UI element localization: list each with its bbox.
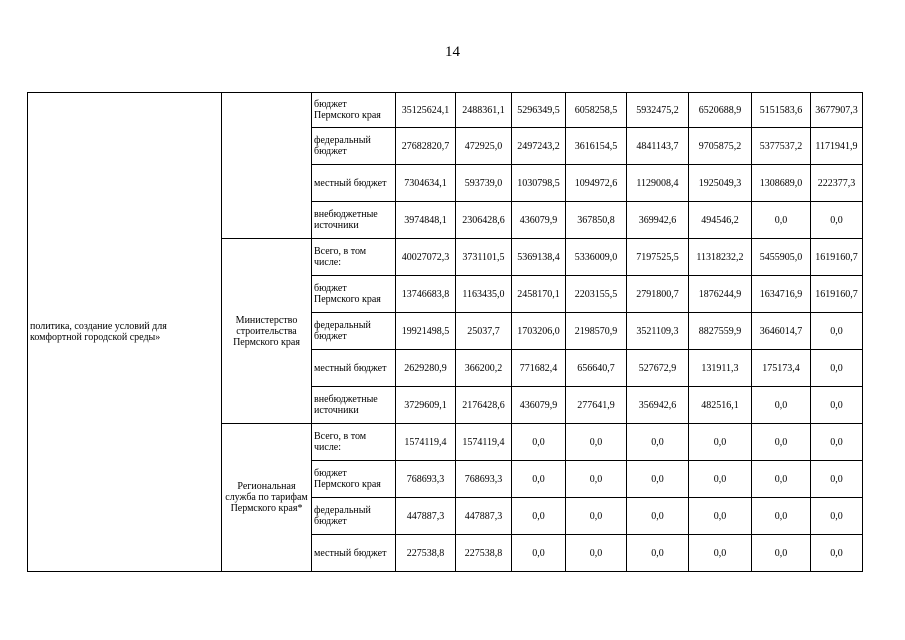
amount-cell: 0,0 xyxy=(811,498,863,535)
amount-cell: 1876244,9 xyxy=(689,276,752,313)
amount-cell: 227538,8 xyxy=(456,535,512,572)
amount-cell: 4841143,7 xyxy=(627,128,689,165)
amount-cell: 8827559,9 xyxy=(689,313,752,350)
amount-cell: 13746683,8 xyxy=(396,276,456,313)
executor-cell: Региональная служба по тарифам Пермского края* xyxy=(222,424,312,572)
amount-cell: 0,0 xyxy=(752,424,811,461)
funding-source-cell: местный бюджет xyxy=(312,350,396,387)
amount-cell: 482516,1 xyxy=(689,387,752,424)
funding-source-cell: местный бюджет xyxy=(312,535,396,572)
amount-cell: 447887,3 xyxy=(456,498,512,535)
amount-cell: 1574119,4 xyxy=(396,424,456,461)
amount-cell: 0,0 xyxy=(627,461,689,498)
amount-cell: 2497243,2 xyxy=(512,128,566,165)
executor-cell: Министерство строительства Пермского края xyxy=(222,239,312,424)
funding-source-cell: внебюджетные источники xyxy=(312,387,396,424)
amount-cell: 2203155,5 xyxy=(566,276,627,313)
amount-cell: 0,0 xyxy=(689,535,752,572)
amount-cell: 1619160,7 xyxy=(811,239,863,276)
amount-cell: 593739,0 xyxy=(456,165,512,202)
program-cell: политика, создание условий для комфортной городской среды» xyxy=(28,93,222,572)
funding-source-cell: Всего, в том числе: xyxy=(312,424,396,461)
amount-cell: 0,0 xyxy=(566,535,627,572)
executor-cell xyxy=(222,93,312,239)
funding-source-cell: внебюджетные источники xyxy=(312,202,396,239)
amount-cell: 656640,7 xyxy=(566,350,627,387)
amount-cell: 0,0 xyxy=(566,498,627,535)
amount-cell: 222377,3 xyxy=(811,165,863,202)
amount-cell: 3729609,1 xyxy=(396,387,456,424)
budget-table-body xyxy=(28,93,863,572)
amount-cell: 1030798,5 xyxy=(512,165,566,202)
amount-cell: 0,0 xyxy=(627,535,689,572)
amount-cell: 6058258,5 xyxy=(566,93,627,128)
amount-cell: 436079,9 xyxy=(512,387,566,424)
amount-cell: 6520688,9 xyxy=(689,93,752,128)
amount-cell: 277641,9 xyxy=(566,387,627,424)
amount-cell: 1925049,3 xyxy=(689,165,752,202)
amount-cell: 1308689,0 xyxy=(752,165,811,202)
amount-cell: 494546,2 xyxy=(689,202,752,239)
amount-cell: 0,0 xyxy=(752,387,811,424)
budget-table xyxy=(27,92,863,572)
amount-cell: 27682820,7 xyxy=(396,128,456,165)
funding-source-cell: федеральный бюджет xyxy=(312,128,396,165)
amount-cell: 7197525,5 xyxy=(627,239,689,276)
amount-cell: 0,0 xyxy=(627,424,689,461)
amount-cell: 3677907,3 xyxy=(811,93,863,128)
amount-cell: 0,0 xyxy=(566,424,627,461)
amount-cell: 175173,4 xyxy=(752,350,811,387)
amount-cell: 447887,3 xyxy=(396,498,456,535)
amount-cell: 3646014,7 xyxy=(752,313,811,350)
amount-cell: 0,0 xyxy=(512,424,566,461)
amount-cell: 2629280,9 xyxy=(396,350,456,387)
amount-cell: 0,0 xyxy=(689,424,752,461)
page-number: 14 xyxy=(445,44,460,60)
amount-cell: 1129008,4 xyxy=(627,165,689,202)
amount-cell: 0,0 xyxy=(811,350,863,387)
amount-cell: 5296349,5 xyxy=(512,93,566,128)
amount-cell: 0,0 xyxy=(512,461,566,498)
amount-cell: 0,0 xyxy=(627,498,689,535)
amount-cell: 0,0 xyxy=(752,498,811,535)
amount-cell: 25037,7 xyxy=(456,313,512,350)
amount-cell: 1163435,0 xyxy=(456,276,512,313)
amount-cell: 0,0 xyxy=(752,461,811,498)
amount-cell: 35125624,1 xyxy=(396,93,456,128)
amount-cell: 1574119,4 xyxy=(456,424,512,461)
amount-cell: 3616154,5 xyxy=(566,128,627,165)
amount-cell: 5932475,2 xyxy=(627,93,689,128)
amount-cell: 40027072,3 xyxy=(396,239,456,276)
amount-cell: 527672,9 xyxy=(627,350,689,387)
table-row xyxy=(28,93,863,128)
amount-cell: 1703206,0 xyxy=(512,313,566,350)
amount-cell: 0,0 xyxy=(811,424,863,461)
amount-cell: 131911,3 xyxy=(689,350,752,387)
amount-cell: 19921498,5 xyxy=(396,313,456,350)
amount-cell: 2306428,6 xyxy=(456,202,512,239)
amount-cell: 3521109,3 xyxy=(627,313,689,350)
amount-cell: 2791800,7 xyxy=(627,276,689,313)
amount-cell: 1094972,6 xyxy=(566,165,627,202)
amount-cell: 1171941,9 xyxy=(811,128,863,165)
amount-cell: 11318232,2 xyxy=(689,239,752,276)
funding-source-cell: бюджет Пермского края xyxy=(312,276,396,313)
amount-cell: 367850,8 xyxy=(566,202,627,239)
amount-cell: 5151583,6 xyxy=(752,93,811,128)
amount-cell: 1634716,9 xyxy=(752,276,811,313)
amount-cell: 7304634,1 xyxy=(396,165,456,202)
amount-cell: 356942,6 xyxy=(627,387,689,424)
amount-cell: 2458170,1 xyxy=(512,276,566,313)
amount-cell: 9705875,2 xyxy=(689,128,752,165)
amount-cell: 5377537,2 xyxy=(752,128,811,165)
funding-source-cell: федеральный бюджет xyxy=(312,313,396,350)
amount-cell: 436079,9 xyxy=(512,202,566,239)
amount-cell: 0,0 xyxy=(811,535,863,572)
amount-cell: 369942,6 xyxy=(627,202,689,239)
amount-cell: 2198570,9 xyxy=(566,313,627,350)
funding-source-cell: бюджет Пермского края xyxy=(312,461,396,498)
amount-cell: 0,0 xyxy=(811,461,863,498)
amount-cell: 768693,3 xyxy=(456,461,512,498)
funding-source-cell: Всего, в том числе: xyxy=(312,239,396,276)
amount-cell: 0,0 xyxy=(752,202,811,239)
amount-cell: 227538,8 xyxy=(396,535,456,572)
amount-cell: 3974848,1 xyxy=(396,202,456,239)
amount-cell: 0,0 xyxy=(566,461,627,498)
funding-source-cell: местный бюджет xyxy=(312,165,396,202)
amount-cell: 0,0 xyxy=(811,202,863,239)
amount-cell: 1619160,7 xyxy=(811,276,863,313)
funding-source-cell: бюджет Пермского края xyxy=(312,93,396,128)
amount-cell: 2176428,6 xyxy=(456,387,512,424)
amount-cell: 771682,4 xyxy=(512,350,566,387)
amount-cell: 0,0 xyxy=(512,498,566,535)
amount-cell: 0,0 xyxy=(811,387,863,424)
amount-cell: 768693,3 xyxy=(396,461,456,498)
amount-cell: 366200,2 xyxy=(456,350,512,387)
funding-source-cell: федеральный бюджет xyxy=(312,498,396,535)
amount-cell: 2488361,1 xyxy=(456,93,512,128)
amount-cell: 472925,0 xyxy=(456,128,512,165)
amount-cell: 0,0 xyxy=(512,535,566,572)
amount-cell: 5336009,0 xyxy=(566,239,627,276)
amount-cell: 0,0 xyxy=(689,498,752,535)
amount-cell: 5455905,0 xyxy=(752,239,811,276)
amount-cell: 0,0 xyxy=(689,461,752,498)
amount-cell: 0,0 xyxy=(752,535,811,572)
amount-cell: 5369138,4 xyxy=(512,239,566,276)
amount-cell: 0,0 xyxy=(811,313,863,350)
amount-cell: 3731101,5 xyxy=(456,239,512,276)
